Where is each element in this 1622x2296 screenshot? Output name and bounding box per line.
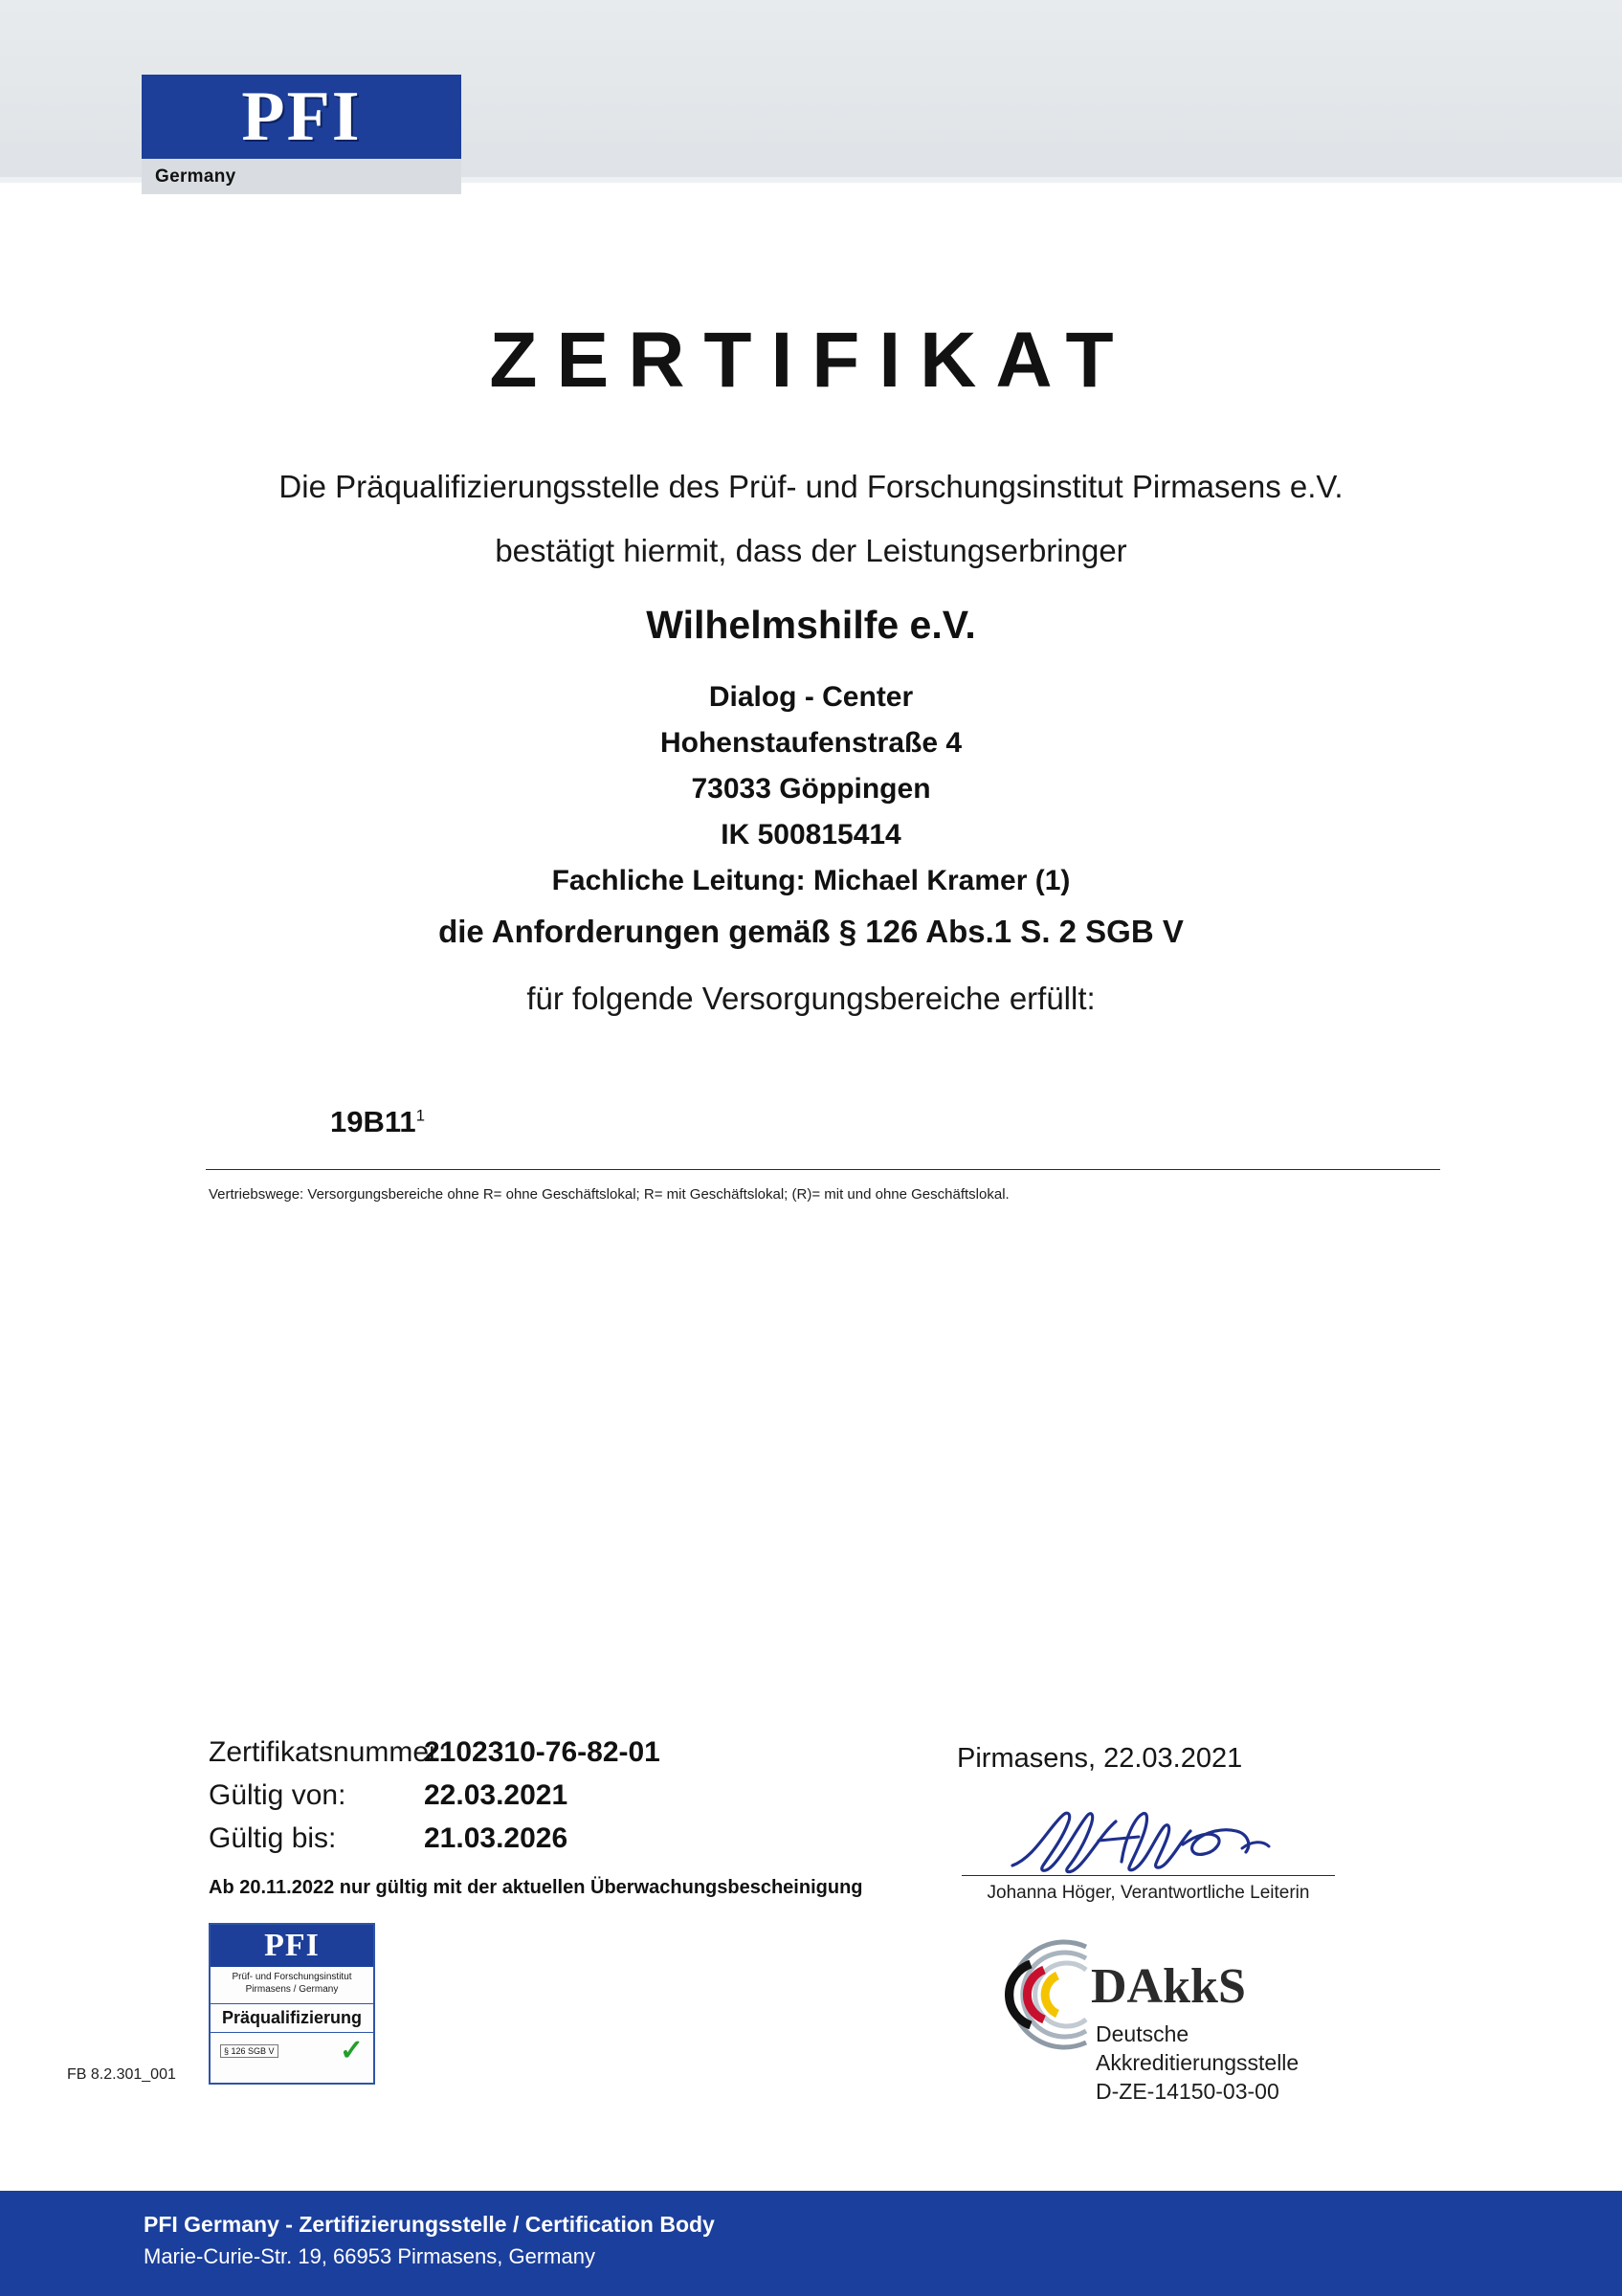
pfi-seal	[209, 1923, 375, 2085]
seal-paragraph-label: § 126 SGB V	[220, 2044, 278, 2058]
footnote-text: Vertriebswege: Versorgungsbereiche ohne R= ohne Geschäftslokal; R= mit Geschäftslokal; (R)= mit und ohne Geschäftslokal.	[209, 1186, 1010, 1203]
dakks-logo	[943, 1937, 1354, 2104]
organisation-line: 73033 Göppingen	[691, 773, 931, 805]
valid-from-value: 22.03.2021	[424, 1779, 568, 1811]
seal-subtitle	[211, 1971, 373, 1996]
certificate-number-value: 2102310-76-82-01	[424, 1736, 660, 1768]
organisation-line: Fachliche Leitung: Michael Kramer (1)	[551, 865, 1071, 896]
pfi-logo-country-label: Germany	[155, 166, 236, 187]
organisation-line: Dialog - Center	[708, 681, 914, 713]
signature-line	[962, 1875, 1335, 1876]
dakks-line-3: D-ZE-14150-03-00	[1096, 2079, 1279, 2104]
requirement-line-2: für folgende Versorgungsbereiche erfüllt:	[526, 981, 1096, 1016]
dakks-line-1: Deutsche	[1096, 2021, 1189, 2046]
seal-letters: PFI	[211, 1925, 373, 1967]
form-code: FB 8.2.301_001	[67, 2066, 176, 2083]
certificate-data	[209, 1736, 878, 1899]
dakks-line-2: Akkreditierungsstelle	[1096, 2050, 1300, 2075]
pfi-logo-country-bar	[142, 159, 461, 194]
supply-area-code	[330, 1105, 425, 1139]
intro-line-2: bestätigt hiermit, dass der Leistungserbringer	[495, 533, 1127, 568]
dakks-description	[1096, 2020, 1299, 2106]
organisation-name: Wilhelmshilfe e.V.	[646, 603, 976, 647]
seal-bottom-row	[211, 2033, 373, 2064]
place-and-date: Pirmasens, 22.03.2021	[957, 1743, 1243, 1774]
pfi-logo	[142, 75, 461, 194]
organisation-line: Hohenstaufenstraße 4	[659, 727, 963, 759]
dakks-wordmark: DAkkS	[1091, 1959, 1246, 2014]
supply-area-code-value: 19B11	[330, 1105, 416, 1138]
seal-subtitle-line-2: Pirmasens / Germany	[245, 1984, 339, 1995]
certificate-note: Ab 20.11.2022 nur gültig mit der aktuellen Überwachungsbescheinigung	[209, 1877, 863, 1898]
valid-to-value: 21.03.2026	[424, 1822, 568, 1854]
intro-line-1: Die Präqualifizierungsstelle des Prüf- und Forschungsinstitut Pirmasens e.V.	[278, 469, 1344, 504]
seal-subtitle-line-1: Prüf- und Forschungsinstitut	[232, 1972, 352, 1982]
page-title: ZERTIFIKAT	[489, 317, 1133, 404]
handwritten-signature	[995, 1799, 1311, 1885]
signatory-name: Johanna Höger, Verantwortliche Leiterin	[987, 1883, 1310, 1903]
pfi-logo-letters: PFI	[241, 77, 362, 156]
valid-to-row	[209, 1822, 878, 1866]
organisation-details	[0, 674, 1622, 904]
organisation-line: IK 500815414	[721, 819, 901, 850]
footer-line-1: PFI Germany - Zertifizierungsstelle / Certification Body	[144, 2212, 715, 2237]
seal-main-label: Präqualifizierung	[211, 2003, 373, 2033]
footer-band	[0, 2191, 1622, 2296]
footer-line-2: Marie-Curie-Str. 19, 66953 Pirmasens, Germany	[144, 2244, 595, 2268]
requirement-line-1: die Anforderungen gemäß § 126 Abs.1 S. 2 SGB V	[438, 914, 1184, 949]
certificate-number-label: Zertifikatsnummer:	[209, 1736, 447, 1768]
valid-from-row	[209, 1779, 878, 1822]
divider	[206, 1169, 1440, 1170]
supply-area-code-superscript: 1	[415, 1106, 426, 1125]
certificate-number-row	[209, 1736, 878, 1779]
valid-to-label: Gültig bis:	[209, 1822, 337, 1854]
valid-from-label: Gültig von:	[209, 1779, 346, 1811]
check-icon: ✓	[339, 2035, 364, 2066]
